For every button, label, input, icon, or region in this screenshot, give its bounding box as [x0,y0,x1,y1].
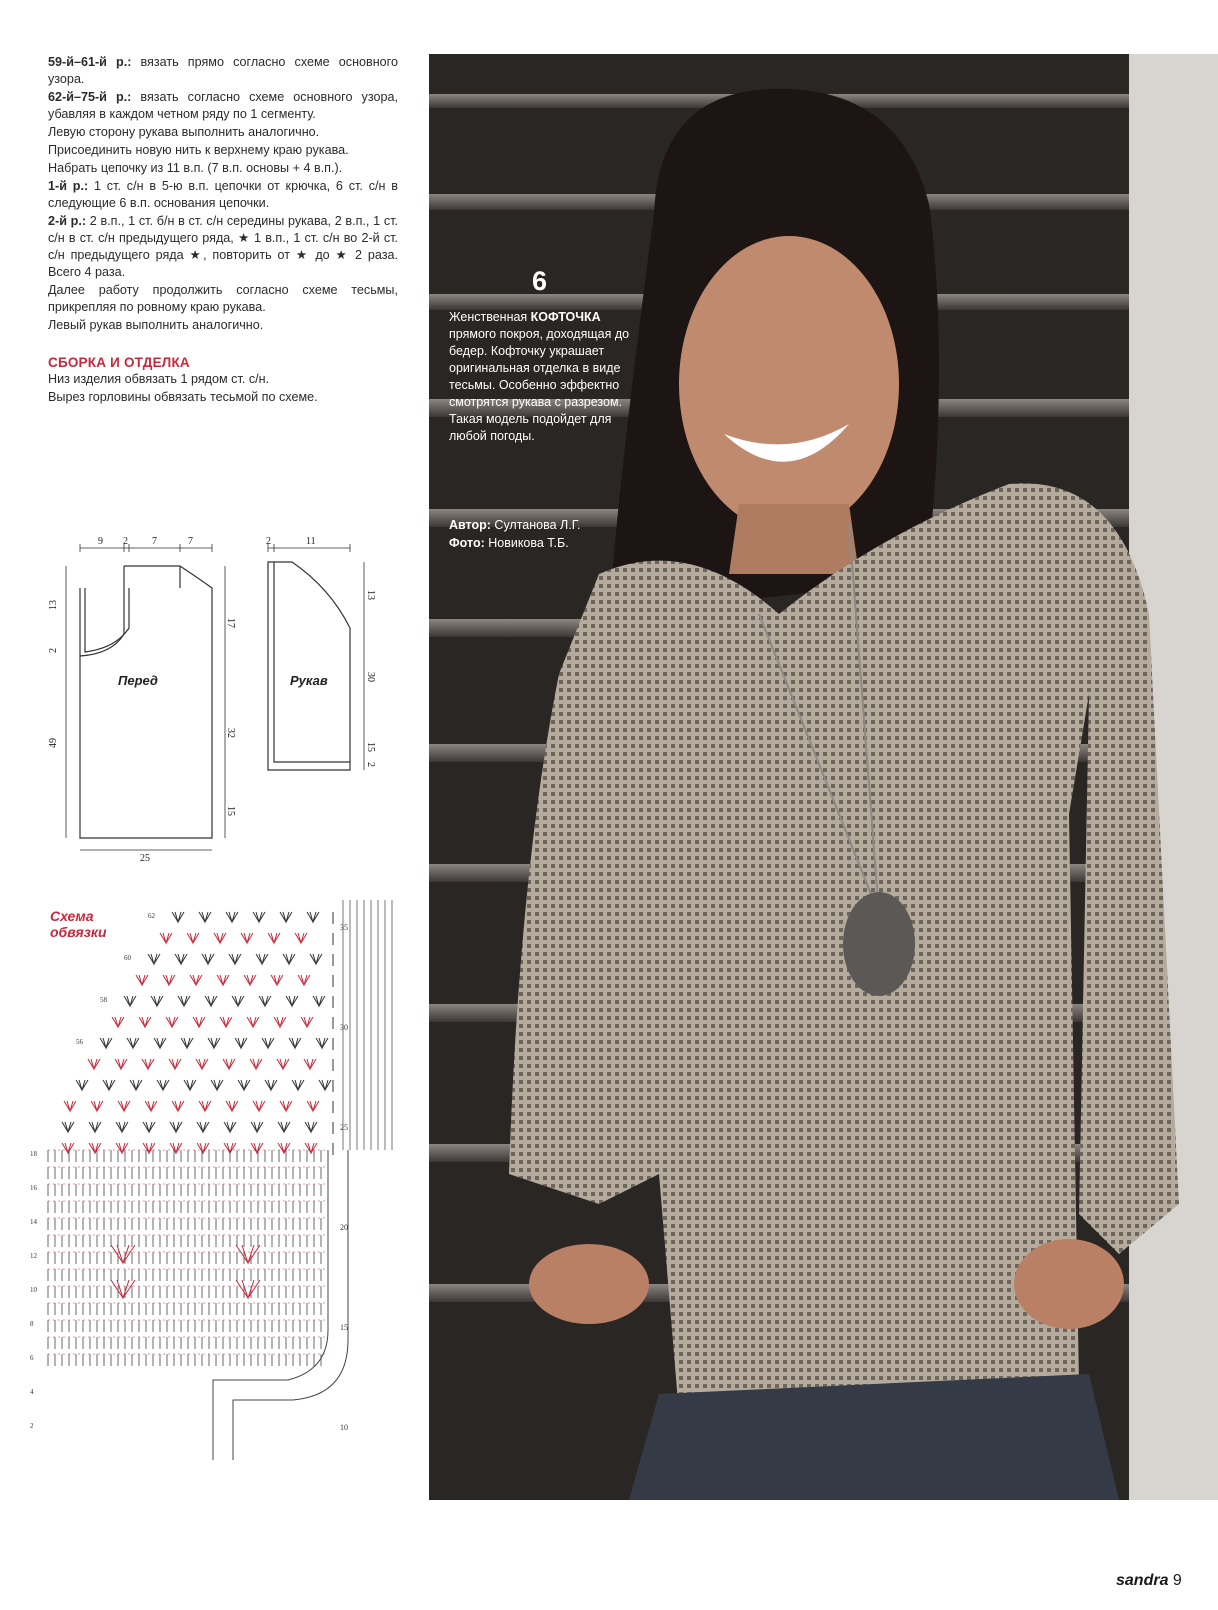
fan-stitch [217,975,229,985]
fan-stitch [265,1080,277,1090]
credits [449,516,580,552]
fan-stitch [229,954,241,964]
fan-stitch [100,1038,112,1048]
fan-stitch [172,912,184,922]
fan-stitch [139,1017,151,1027]
fan-stitch [305,1122,317,1132]
edging-outline [233,1150,348,1460]
fan-stitch [295,933,307,943]
front-dim-bottom: 25 [140,853,150,864]
finishing-line: Низ изделия обвязать 1 рядом ст. с/н. [48,372,270,386]
page-footer [1116,1572,1182,1590]
fan-stitch [157,1080,169,1090]
fan-stitch [226,1101,238,1111]
face [679,236,899,532]
fan-stitch [232,996,244,1006]
row-number-label: 6 [30,1354,34,1362]
fan-stitch [259,996,271,1006]
row-number-label: 25 [340,1123,348,1132]
fan-stitch [154,1038,166,1048]
fan-stitch [89,1122,101,1132]
instruction-paragraph: Далее работу продолжить согласно схеме тесьмы, прикрепляя по ровному краю рукава. [48,283,398,314]
magazine-brand: sandra [1116,1572,1169,1589]
fan-stitch [88,1059,100,1069]
fan-stitch [292,1080,304,1090]
fan-stitch [91,1101,103,1111]
fan-stitch [253,912,265,922]
fan-stitch [251,1122,263,1132]
fan-stitch [175,954,187,964]
front-dim-right: 17 [225,618,236,628]
front-dim-left: 2 [48,648,59,653]
front-dim-right: 15 [225,806,236,816]
fan-stitch [250,1059,262,1069]
fan-stitch [310,954,322,964]
fan-stitch [197,1143,209,1153]
fan-stitch [208,1038,220,1048]
fan-stitch [190,975,202,985]
fan-stitch [115,1059,127,1069]
fan-stitch [197,1122,209,1132]
pattern-diagram [48,536,390,868]
fan-stitch [166,1017,178,1027]
instruction-paragraph: Набрать цепочку из 11 в.п. (7 в.п. основы + 4 в.п.). [48,161,343,175]
instruction-paragraph: Левый рукав выполнить аналогично. [48,318,264,332]
row-number-label: 16 [30,1184,37,1192]
instruction-paragraph: 1-й р.: 1 ст. с/н в 5-ю в.п. цепочки от крючка, 6 ст. с/н в следующие 6 в.п. основания цепочки. [48,179,398,210]
fan-stitch [143,1122,155,1132]
fan-stitch [136,975,148,985]
front-dim-top: 7 [152,536,157,547]
fan-stitch [196,1059,208,1069]
fan-stitch [241,933,253,943]
instruction-paragraph: 2-й р.: 2 в.п., 1 ст. б/н в ст. с/н середины рукава, 2 в.п., 1 ст. с/н в ст. с/н предыдущего ряда, ★ 1 в.п., 1 ст. с/н во 2-й ст. с/н предыдущего ряда ★, повторить от ★ до ★ 2 раза. Всего 4 раза. [48,214,398,279]
sleeve-dim-top: 2 [266,536,271,547]
fan-stitch [226,912,238,922]
sleeve-dim-right: 2 [365,762,376,767]
fan-stitch [205,996,217,1006]
front-dim-top: 7 [188,536,193,547]
fan-motif [111,1280,135,1298]
scheme-title: Схема обвязки [50,908,107,940]
model-number: 6 [532,266,548,296]
fan-stitch [253,1101,265,1111]
fan-stitch [274,1017,286,1027]
fan-stitch [160,933,172,943]
row-number-label: 14 [30,1218,37,1226]
fan-stitch [238,1080,250,1090]
fan-stitch [280,1101,292,1111]
fan-stitch [251,1143,263,1153]
fan-stitch [178,996,190,1006]
fan-stitch [76,1080,88,1090]
sleeve-dim-right: 13 [365,590,376,600]
model-description: Женственная КОФТОЧКА прямого покроя, доходящая до бедер. Кофточку украшает оригинальная отделка в виде тесьмы. Особенно эффектно смотрятся рукава с разрезом. Такая модель подойдет для любой погоды. [449,310,630,443]
fan-stitch [289,1038,301,1048]
fan-stitch [172,1101,184,1111]
fan-stitch [271,975,283,985]
row-number-label: 58 [100,996,107,1004]
fan-stitch [304,1059,316,1069]
instructions-column [48,54,398,407]
fan-stitch [307,912,319,922]
fan-motif [111,1245,135,1263]
fan-stitch [211,1080,223,1090]
fan-stitch [220,1017,232,1027]
fan-stitch [223,1059,235,1069]
photo-credit: Фото: Новикова Т.Б. [449,536,569,550]
sleeve-piece [268,562,350,770]
fan-stitch [319,1080,331,1090]
finishing-line: Вырез горловины обвязать тесьмой по схеме. [48,390,318,404]
finishing-title: СБОРКА И ОТДЕЛКА [48,355,190,370]
fan-stitch [268,933,280,943]
row-number-label: 15 [340,1323,348,1332]
front-dim-left: 49 [48,738,59,748]
fan-stitch [64,1101,76,1111]
front-dim-top: 9 [98,536,103,547]
row-number-label: 4 [30,1388,34,1396]
instruction-paragraph: Левую сторону рукава выполнить аналогично. [48,125,320,139]
front-dim-left: 13 [48,600,59,610]
fan-stitch [89,1143,101,1153]
fan-stitch [278,1122,290,1132]
fan-motif [236,1280,260,1298]
row-number-label: 20 [340,1223,348,1232]
fan-stitch [286,996,298,1006]
fan-stitch [118,1101,130,1111]
fan-stitch [163,975,175,985]
row-number-label: 35 [340,923,348,932]
fan-stitch [62,1122,74,1132]
fan-stitch [130,1080,142,1090]
photo-illustration [429,54,1218,1500]
front-piece [80,566,212,838]
sleeve-dim-right: 30 [365,672,376,682]
fan-stitch [116,1122,128,1132]
fan-stitch [199,912,211,922]
fan-stitch [277,1059,289,1069]
fan-stitch [280,912,292,922]
fan-stitch [62,1143,74,1153]
fan-stitch [202,954,214,964]
row-number-label: 56 [76,1038,83,1046]
fan-stitch [170,1143,182,1153]
fan-stitch [298,975,310,985]
sleeve-dim-top: 11 [306,536,316,547]
fan-stitch [103,1080,115,1090]
crochet-chart [28,900,408,1460]
fan-stitch [256,954,268,964]
sleeve-dim-right: 15 [365,742,376,752]
row-number-label: 2 [30,1422,34,1430]
fan-stitch [169,1059,181,1069]
fan-stitch [214,933,226,943]
instruction-paragraph: 59-й–61-й р.: вязать прямо согласно схеме основного узора. [48,55,398,86]
front-dim-right: 32 [225,728,236,738]
fan-stitch [278,1143,290,1153]
row-number-label: 30 [340,1023,348,1032]
fan-stitch [112,1017,124,1027]
fan-stitch [199,1101,211,1111]
fan-stitch [124,996,136,1006]
fan-stitch [307,1101,319,1111]
row-number-label: 62 [148,912,155,920]
row-number-label: 10 [340,1423,348,1432]
fan-stitch [170,1122,182,1132]
fan-stitch [235,1038,247,1048]
fan-stitch [142,1059,154,1069]
fan-stitch [313,996,325,1006]
front-label: Перед [118,673,158,688]
instruction-paragraph: Присоединить новую нить к верхнему краю рукава. [48,143,349,157]
author-credit: Автор: Султанова Л.Г. [449,518,581,532]
fan-stitch [127,1038,139,1048]
fan-motif [236,1245,260,1263]
fan-stitch [184,1080,196,1090]
fan-stitch [262,1038,274,1048]
fan-stitch [151,996,163,1006]
fan-stitch [301,1017,313,1027]
fan-stitch [148,954,160,964]
fan-stitch [145,1101,157,1111]
row-number-label: 18 [30,1150,37,1158]
sleeve-label: Рукав [290,673,328,688]
fan-stitch [244,975,256,985]
fan-stitch [224,1122,236,1132]
instruction-paragraph: 62-й–75-й р.: вязать согласно схеме основного узора, убавляя в каждом четном ряду по 1 сегменту. [48,90,398,121]
fan-stitch [316,1038,328,1048]
front-dim-top: 2 [123,536,128,547]
row-number-label: 60 [124,954,131,962]
row-number-label: 12 [30,1252,37,1260]
model-photo [429,54,1218,1500]
row-number-label: 8 [30,1320,34,1328]
fan-stitch [187,933,199,943]
fan-stitch [283,954,295,964]
fan-stitch [181,1038,193,1048]
page-number: 9 [1172,1572,1182,1589]
fan-stitch [193,1017,205,1027]
row-number-label: 10 [30,1286,37,1294]
fan-stitch [247,1017,259,1027]
owl-pendant [843,892,915,996]
